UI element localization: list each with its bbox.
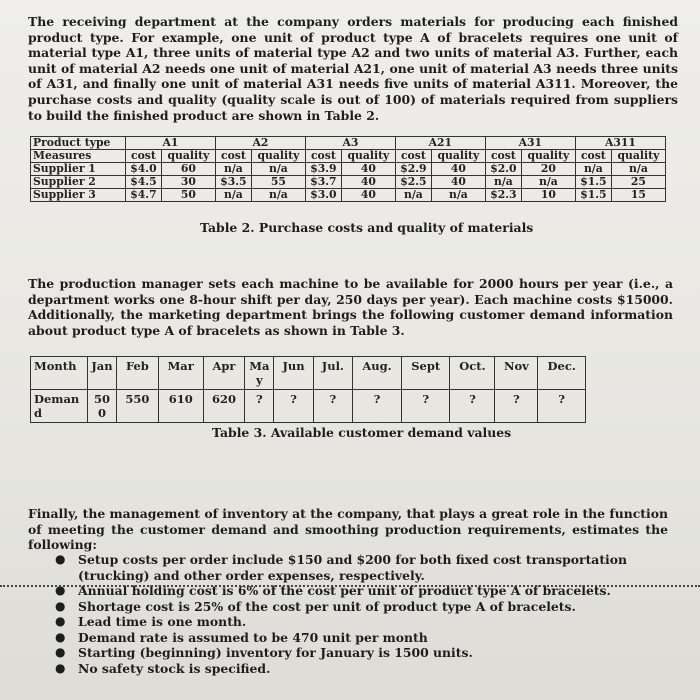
table2-header-cell: A1 [125,137,215,150]
table3-demand-cell: ? [274,390,313,423]
table2-measure-cell: cost [485,150,521,163]
list-item-text: Starting (beginning) inventory for January is 1500 units. [78,645,473,660]
table2-cell: n/a [575,163,611,176]
table2-cell: $2.9 [395,163,431,176]
table2-cell: $3.5 [215,176,251,189]
bullet-icon: ● [55,583,66,597]
table2-header-cell: A31 [485,137,575,150]
table3-demand-cell: 50 0 [88,390,117,423]
table3-month-cell: Oct. [450,357,495,390]
table3-month-cell: Nov [495,357,538,390]
table2-cell: $4.7 [125,189,161,202]
list-item-text: Setup costs per order include $150 and $200 for both fixed cost transportation (trucking) and other order expenses, respectively. [78,552,628,583]
table3-demand-cell: ? [538,390,586,423]
table2-measure-cell: cost [575,150,611,163]
table2-cell: $3.7 [305,176,341,189]
list-item [52,630,672,646]
table2-cell: 25 [611,176,665,189]
table2-row-label: Supplier 1 [31,163,126,176]
table2-cell: $3.0 [305,189,341,202]
table2-cell: n/a [251,189,305,202]
purchase-costs-table [30,136,666,202]
table2-row-label: Supplier 3 [31,189,126,202]
table2-cell: 60 [161,163,215,176]
table3-month-label: Month [31,357,88,390]
table2-measure-cell: quality [251,150,305,163]
table3-demand-cell: 610 [158,390,203,423]
table2-measure-cell: cost [305,150,341,163]
table2-caption: Table 2. Purchase costs and quality of materials [200,220,534,235]
table2-cell: $1.5 [575,176,611,189]
table2-measure-cell: cost [215,150,251,163]
list-item [52,599,672,615]
table2-cell: 40 [341,176,395,189]
table2-cell: $2.0 [485,163,521,176]
bullet-icon: ● [55,660,66,675]
table2-cell: 40 [431,163,485,176]
table2-cell: 40 [341,189,395,202]
table2-measures-row [31,150,666,163]
table2-measure-cell: quality [521,150,575,163]
bullet-icon: ● [55,614,66,628]
inventory-estimates-list [52,552,672,676]
bullet-icon: ● [55,645,66,659]
list-item [52,614,672,630]
table3-demand-cell: ? [402,390,450,423]
table3-demand-label: Deman d [31,390,88,423]
table2-measure-cell: quality [341,150,395,163]
bullet-icon: ● [55,598,66,613]
table3-demand-cell: ? [450,390,495,423]
table2-row-supplier-3 [31,189,666,202]
table2-cell: 15 [611,189,665,202]
production-paragraph: The production manager sets each machine to be available for 2000 hours per year (i.e., a department works one 8-hour shift per day, 250 days per year). Each machine costs $15000. Additionally, the marketing department brings the following customer demand information about product type A of bracelets as shown in Table 3. [28,276,673,338]
table3-month-cell: Jun [274,357,313,390]
inventory-paragraph: Finally, the management of inventory at the company, that plays a great role in the function of meeting the customer demand and smoothing production requirements, estimates the following: [28,506,668,553]
table3-demand-cell: ? [495,390,538,423]
table2-header-row [31,137,666,150]
table2-cell: n/a [431,189,485,202]
table3-demand-cell: ? [313,390,352,423]
list-item-text: Demand rate is assumed to be 470 unit per month [78,629,428,645]
table2-row-supplier-2 [31,176,666,189]
table2-cell: 30 [161,176,215,189]
list-item-text: No safety stock is specified. [78,660,271,676]
table2-cell: 50 [161,189,215,202]
table2-header-cell: A311 [575,137,665,150]
table3-month-row [31,357,586,390]
table3-month-cell: Feb [117,357,159,390]
table2-cell: n/a [611,163,665,176]
table2-cell: $2.5 [395,176,431,189]
table2-measures-label: Measures [31,150,126,163]
table3-month-cell: Dec. [538,357,586,390]
table2-row-label: Supplier 2 [31,176,126,189]
list-item-text: Shortage cost is 25% of the cost per unit of product type A of bracelets. [78,598,576,614]
list-item-text: Annual holding cost is 6% of the cost per unit of product type A of bracelets. [78,583,611,598]
table2-cell: $2.3 [485,189,521,202]
table3-caption: Table 3. Available customer demand values [212,425,512,440]
bullet-icon: ● [55,552,66,566]
list-item [52,645,672,661]
table2-cell: 20 [521,163,575,176]
table3-demand-row [31,390,586,423]
table2-measure-cell: cost [125,150,161,163]
table3-month-cell: Aug. [353,357,402,390]
table2-cell: $1.5 [575,189,611,202]
bullet-icon: ● [55,629,66,644]
table2-cell: $3.9 [305,163,341,176]
table2-measure-cell: quality [611,150,665,163]
table2-cell: 40 [341,163,395,176]
list-item-text: Lead time is one month. [78,614,247,629]
table3-demand-cell: 550 [117,390,159,423]
table2-cell: $4.0 [125,163,161,176]
table2-cell: 10 [521,189,575,202]
table2-cell: 40 [431,176,485,189]
table3-month-cell: Mar [158,357,203,390]
table3-month-cell: Jan [88,357,117,390]
table3-month-cell: Ma y [245,357,274,390]
customer-demand-table [30,356,586,423]
table2-header-cell: A21 [395,137,485,150]
table2-header-cell: A3 [305,137,395,150]
table2-cell: $4.5 [125,176,161,189]
table3-month-cell: Jul. [313,357,352,390]
table2-header-cell: A2 [215,137,305,150]
table2-row-supplier-1 [31,163,666,176]
table2-cell: n/a [251,163,305,176]
list-item [52,552,672,583]
table3-month-cell: Apr [203,357,245,390]
table2-measure-cell: quality [431,150,485,163]
table2-cell: n/a [215,163,251,176]
table3-demand-cell: 620 [203,390,245,423]
table2-cell: n/a [521,176,575,189]
intro-paragraph: The receiving department at the company orders materials for producing each finished product type. For example, one unit of product type A of bracelets requires one unit of material type A1, three units of material type A2 and two units of material A3. Further, each unit of material A2 needs one unit of material A21, one unit of material A3 needs three units of A31, and finally one unit of material A31 needs five units of material A311. Moreover, the purchase costs and quality (quality scale is out of 100) of materials required from suppliers to build the finished product are shown in Table 2. [28,14,678,123]
table2-header-cell: Product type [31,137,126,150]
table2-cell: n/a [485,176,521,189]
table3-month-cell: Sept [402,357,450,390]
dotted-divider [0,585,700,589]
table2-measure-cell: quality [161,150,215,163]
table2-measure-cell: cost [395,150,431,163]
table2-cell: n/a [395,189,431,202]
table2-cell: n/a [215,189,251,202]
table3-demand-cell: ? [353,390,402,423]
list-item [52,661,672,677]
table2-cell: 55 [251,176,305,189]
table3-demand-cell: ? [245,390,274,423]
